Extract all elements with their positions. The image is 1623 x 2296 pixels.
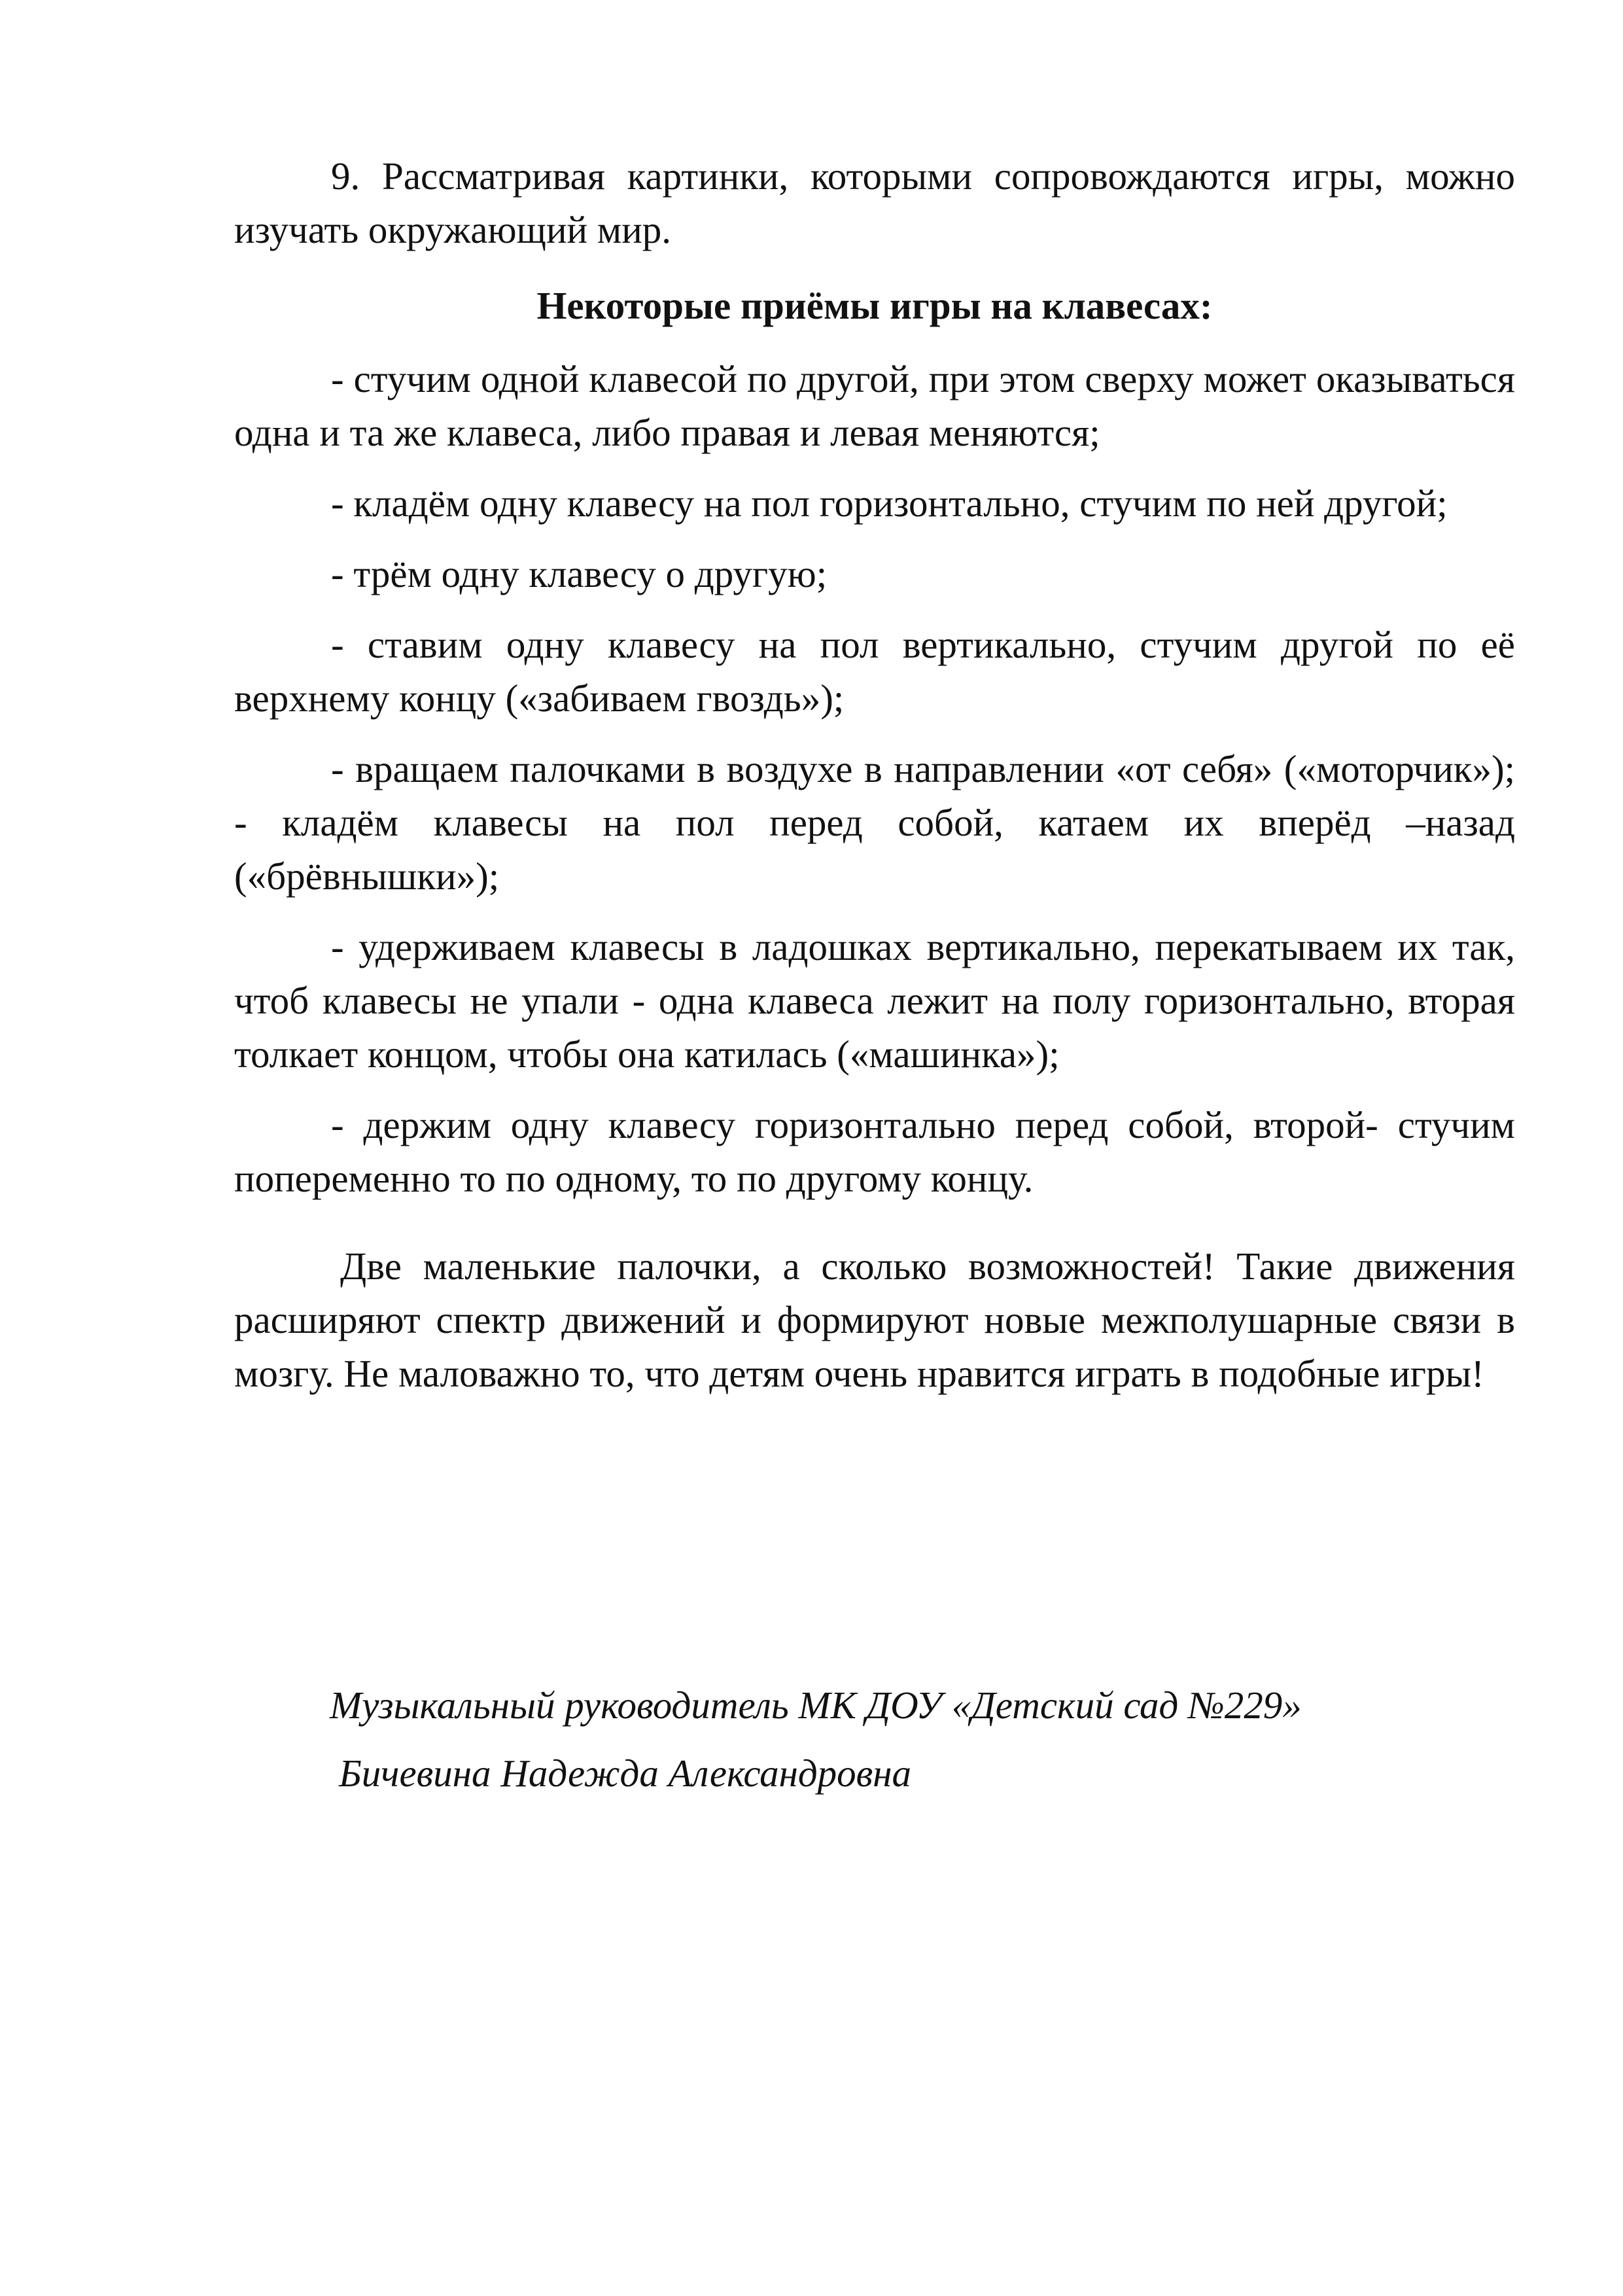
document-page <box>234 149 1515 1795</box>
section-heading: Некоторые приёмы игры на клавесах: <box>536 284 1213 327</box>
signature-name: Бичевина Надежда Александровна <box>339 1752 912 1795</box>
technique-item: - стучим одной клавесой по другой, при этом сверху может оказываться одна и та же клавеса, либо правая и левая меняются; <box>234 357 1515 454</box>
technique-item: - ставим одну клавесу на пол вертикально, стучим другой по её верхнему концу («забиваем гвоздь»); <box>234 623 1515 720</box>
technique-item: - трём одну клавесу о другую; <box>331 552 828 595</box>
technique-item: - удерживаем клавесы в ладошках вертикально, перекатываем их так, чтоб клавесы не упали - одна клавеса лежит на полу горизонтально, вторая толкает концом, чтобы она катилась («машинка»); <box>234 925 1515 1076</box>
technique-item: - держим одну клавесу горизонтально перед собой, второй- стучим попеременно то по одному, то по другому концу. <box>234 1103 1515 1200</box>
signature-role: Музыкальный руководитель МК ДОУ «Детский сад №229» <box>330 1684 1302 1727</box>
closing-paragraph: Две маленькие палочки, а сколько возможностей! Такие движения расширяют спектр движений и формируют новые межполушарные связи в мозгу. Не маловажно то, что детям очень нравится играть в подобные игры! <box>234 1245 1515 1395</box>
intro-paragraph: 9. Рассматривая картинки, которыми сопровождаются игры, можно изучать окружающий мир. <box>234 154 1515 251</box>
technique-item: - вращаем палочками в воздухе в направлении «от себя» («моторчик»); - кладём клавесы на пол перед собой, катаем их вперёд –назад («брёвнышки»); <box>234 747 1515 898</box>
technique-item: - кладём одну клавесу на пол горизонтально, стучим по ней другой; <box>331 482 1448 525</box>
